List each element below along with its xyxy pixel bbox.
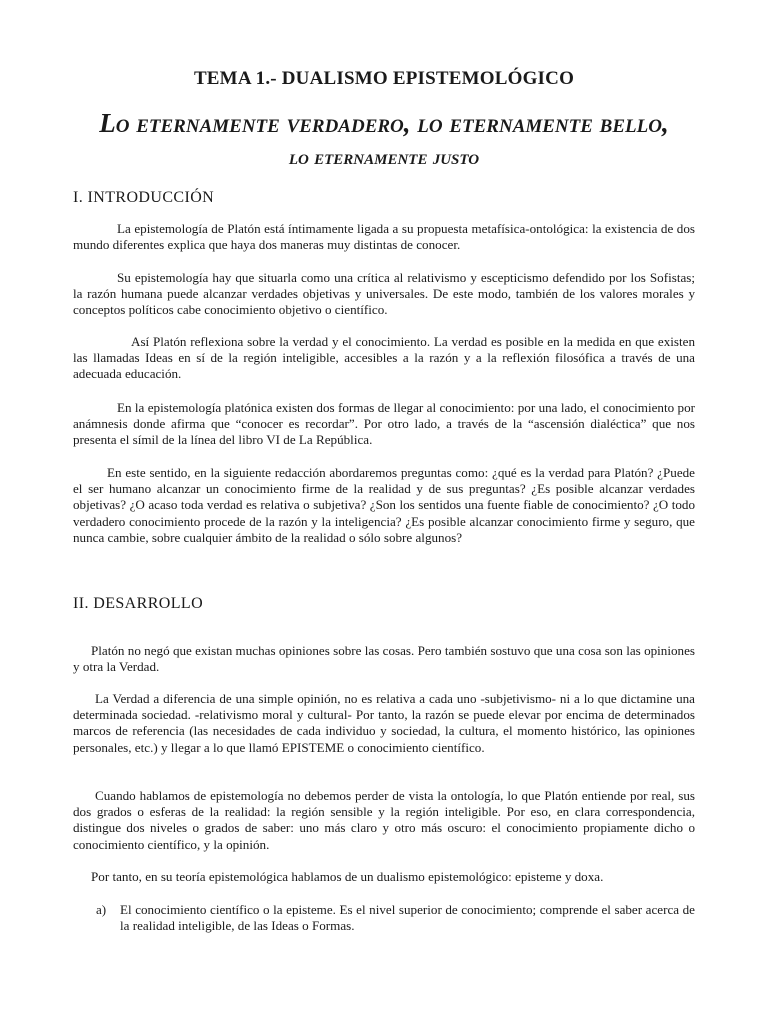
desarrollo-paragraph-1: Platón no negó que existan muchas opiniones sobre las cosas. Pero también sostuvo que una cosa son las opiniones y otra la Verdad. <box>73 643 695 675</box>
section-heading-introduccion: I. INTRODUCCIÓN <box>73 189 215 206</box>
desarrollo-paragraph-4: Por tanto, en su teoría epistemológica hablamos de un dualismo epistemológico: episteme y doxa. <box>91 869 604 884</box>
intro-paragraph-4: En la epistemología platónica existen dos formas de llegar al conocimiento: por una lado, el conocimiento por anámnesis donde afirma que “conocer es recordar”. Por otro lado, a través de la “ascensión dialéctica” que nos presenta el símil de la línea del libro VI de La República. <box>73 400 695 448</box>
list-marker-a: a) <box>96 902 107 917</box>
desarrollo-paragraph-3: Cuando hablamos de epistemología no debemos perder de vista la ontología, lo que Platón entiende por real, sus dos grados o esferas de la realidad: la región sensible y la región inteligible. Por eso, en clara correspondencia, distingue dos niveles o grados de saber: uno más claro y otro más oscuro: el conocimiento propiamente dicho o conocimiento científico, y la opinión. <box>73 788 695 852</box>
document-subtitle-line-2: lo eternamente justo <box>288 145 480 169</box>
document-title: TEMA 1.- DUALISMO EPISTEMOLÓGICO <box>193 68 575 89</box>
list-item-episteme: El conocimiento científico o la episteme. Es el nivel superior de conocimiento; comprende el saber acerca de la realidad inteligible, de las Ideas o Formas. <box>120 902 695 934</box>
desarrollo-paragraph-2: La Verdad a diferencia de una simple opinión, no es relativa a cada uno -subjetivismo- ni a lo que dictamine una determinada sociedad. -relativismo moral y cultural- Por tanto, la razón se puede elevar por encima de determinados marcos de referencia (las necesidades de cada individuo y sociedad, la cultura, el momento histórico, las opiniones personales, etc.) y llegar a lo que llamó EPISTEME o conocimiento científico. <box>73 691 695 755</box>
document-subtitle-line-1: Lo eternamente verdadero, lo eternamente bello, <box>99 108 669 138</box>
intro-paragraph-5: En este sentido, en la siguiente redacción abordaremos preguntas como: ¿qué es la verdad para Platón? ¿Puede el ser humano alcanzar un conocimiento firme de la realidad y de sus preguntas? ¿Es posible alcanzar verdades objetivas? ¿O acaso toda verdad es relativa o subjetiva? ¿Son los sentidos una fuente fiable de conocimiento? ¿O todo verdadero conocimiento procede de la razón y la inteligencia? ¿Es posible alcanzar conocimiento firme y seguro, que nunca cambie, sobre cualquier ámbito de la realidad o sólo sobre algunos? <box>73 465 695 545</box>
intro-paragraph-2: Su epistemología hay que situarla como una crítica al relativismo y escepticismo defendido por los Sofistas; la razón humana puede alcanzar verdades objetivas y universales. De este modo, también de los valores morales y conceptos políticos cabe conocimiento objetivo o científico. <box>73 270 695 318</box>
section-heading-desarrollo: II. DESARROLLO <box>73 595 204 612</box>
intro-paragraph-1: La epistemología de Platón está íntimamente ligada a su propuesta metafísica-ontológica: la existencia de dos mundo diferentes explica que haya dos maneras muy distintas de conocer. <box>73 221 695 253</box>
intro-paragraph-3: Así Platón reflexiona sobre la verdad y el conocimiento. La verdad es posible en la medida en que existen las llamadas Ideas en sí de la región inteligible, accesibles a la razón y a la reflexión filosófica a través de una adecuada educación. <box>73 334 695 382</box>
